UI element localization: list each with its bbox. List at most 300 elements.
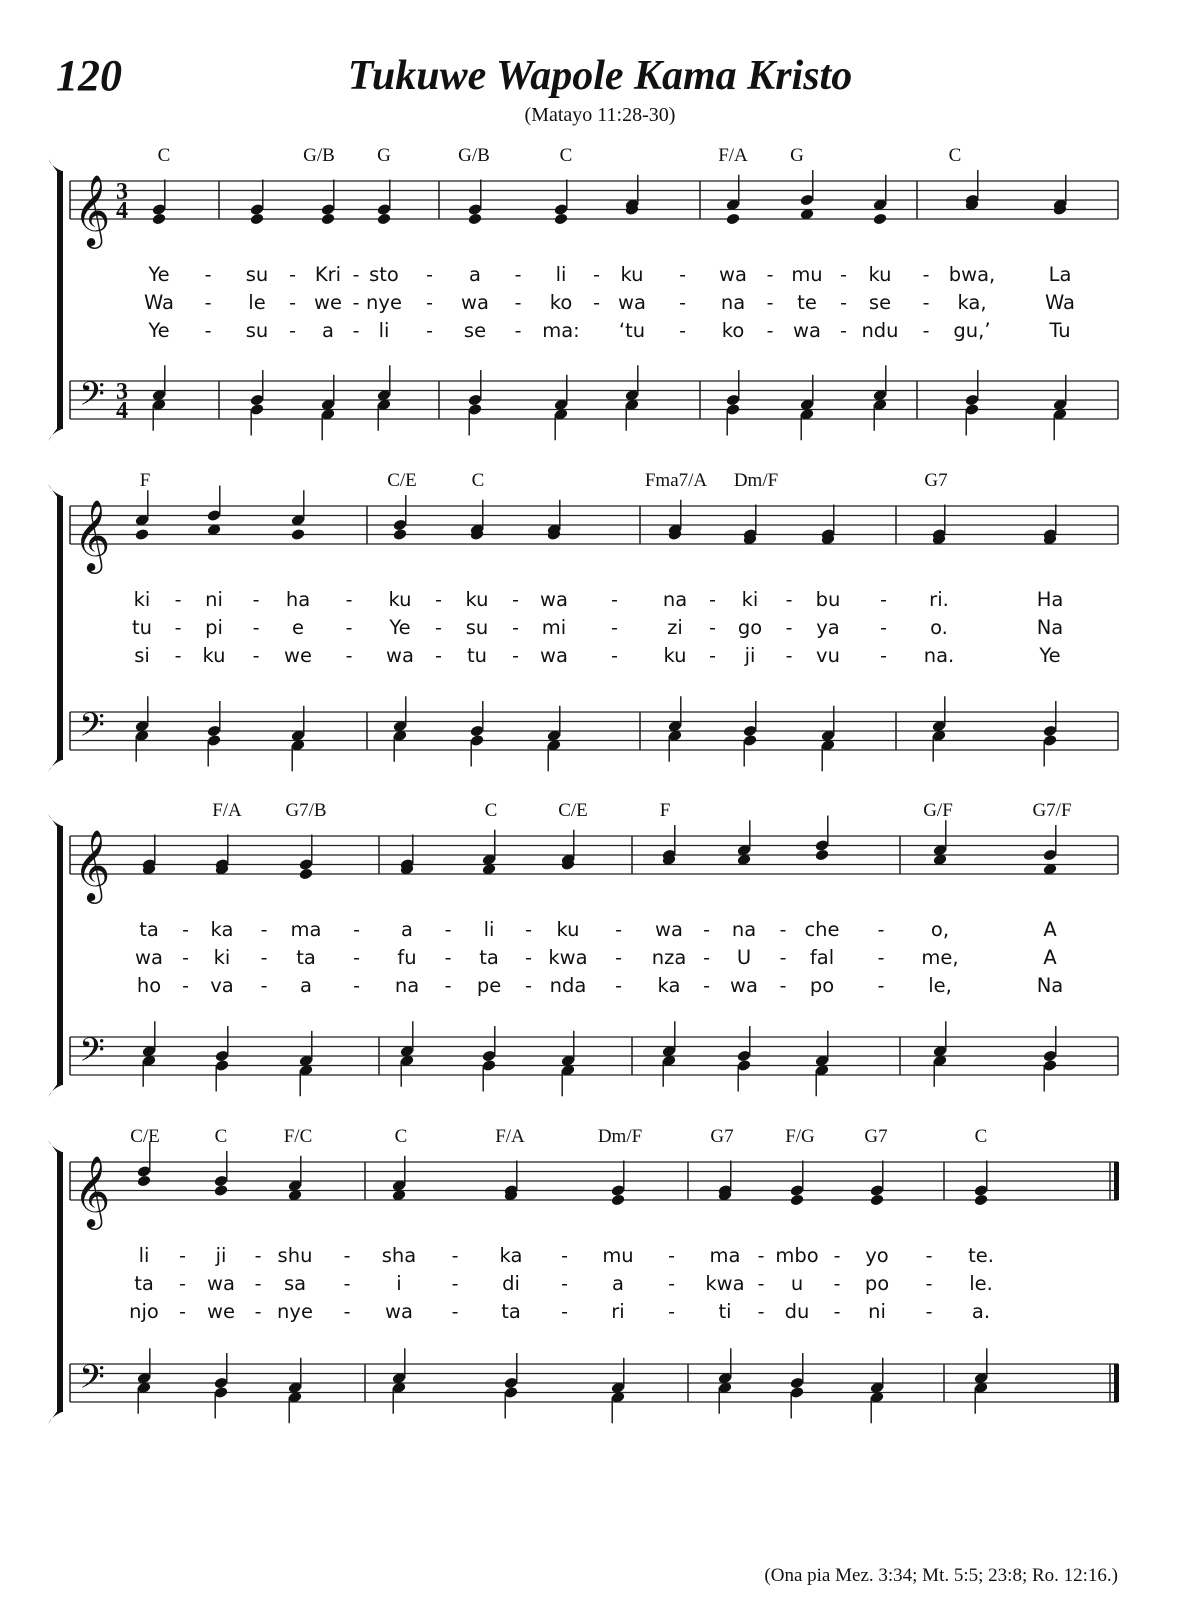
- lyric-syllable: Ye: [148, 319, 170, 342]
- chord-symbol: C: [394, 1126, 408, 1147]
- lyric-syllable: ni: [205, 588, 223, 611]
- system-3: [48, 800, 1118, 1097]
- lyric-syllable: li: [483, 918, 495, 941]
- treble-notehead: [974, 1194, 989, 1207]
- lyric-hyphen: -: [435, 589, 442, 611]
- lyric-hyphen: -: [289, 264, 296, 286]
- lyric-syllable: sto: [369, 263, 399, 286]
- system-bracket-bar: [57, 171, 63, 429]
- lyric-hyphen: -: [260, 947, 268, 969]
- chord-symbol: C/E: [558, 800, 588, 821]
- chord-symbol: C: [974, 1126, 988, 1147]
- chord-symbol: F: [659, 800, 671, 821]
- lyric-syllable: a: [322, 319, 334, 342]
- lyric-syllable: ku: [556, 918, 580, 941]
- hymn-number: 120: [56, 51, 122, 100]
- treble-notehead: [790, 1194, 805, 1207]
- chord-symbol: G7: [710, 1126, 734, 1147]
- chord-symbol: C: [948, 145, 962, 166]
- lyric-syllable: ki: [213, 946, 231, 969]
- footnote-references: (Ona pia Mez. 3:34; Mt. 5:5; 23:8; Ro. 12:16.): [764, 1565, 1118, 1586]
- lyric-hyphen: -: [343, 1245, 351, 1267]
- lyric-syllable: ha: [285, 588, 311, 611]
- lyric-syllable: Kri: [314, 263, 342, 286]
- lyric-hyphen: -: [709, 589, 716, 611]
- lyric-syllable: su: [465, 616, 489, 639]
- lyric-hyphen: -: [877, 975, 885, 997]
- lyric-syllable: pe: [476, 974, 502, 997]
- lyric-hyphen: -: [204, 264, 212, 286]
- bass-staff: [70, 376, 1118, 425]
- lyric-syllable: a: [612, 1272, 624, 1295]
- lyric-syllable: le: [248, 291, 266, 314]
- lyric-hyphen: -: [833, 1301, 841, 1323]
- lyric-hyphen: -: [593, 264, 600, 286]
- treble-notehead: [393, 528, 408, 541]
- lyric-syllable: wa: [540, 644, 568, 667]
- lyric-hyphen: -: [345, 645, 353, 667]
- lyric-hyphen: -: [679, 320, 686, 342]
- lyric-syllable: po: [809, 974, 835, 997]
- hymn-title: Tukuwe Wapole Kama Kristo: [347, 53, 853, 99]
- chord-symbol: C/E: [130, 1126, 160, 1147]
- lyric-syllable: te.: [968, 1244, 994, 1267]
- lyric-syllable: nza: [651, 946, 687, 969]
- chord-symbol: F: [139, 470, 151, 491]
- lyric-syllable: fal: [809, 946, 835, 969]
- lyric-hyphen: -: [512, 645, 519, 667]
- lyric-hyphen: -: [254, 1301, 262, 1323]
- lyric-syllable: le,: [928, 974, 952, 997]
- lyric-syllable: ri: [611, 1300, 625, 1323]
- lyric-hyphen: -: [757, 1273, 765, 1295]
- lyric-syllable: ta: [139, 918, 159, 941]
- lyric-hyphen: -: [561, 1245, 568, 1267]
- lyric-syllable: ndu: [861, 319, 899, 342]
- lyric-syllable: na: [720, 291, 746, 314]
- lyric-syllable: wa: [540, 588, 568, 611]
- lyric-syllable: we: [284, 644, 312, 667]
- lyric-hyphen: -: [668, 1273, 675, 1295]
- bass-clef: 𝄢: [79, 1031, 105, 1078]
- chord-symbol: F/C: [283, 1126, 313, 1147]
- chord-symbol: F/A: [718, 145, 748, 166]
- lyric-hyphen: -: [779, 919, 787, 941]
- lyric-syllable: wa: [793, 319, 821, 342]
- lyric-syllable: a.: [971, 1300, 991, 1323]
- lyric-syllable: mu: [602, 1244, 634, 1267]
- lyric-hyphen: -: [880, 645, 887, 667]
- lyric-hyphen: -: [174, 589, 182, 611]
- lyric-hyphen: -: [561, 1301, 568, 1323]
- treble-notehead: [815, 849, 830, 862]
- bass-clef: 𝄢: [79, 706, 105, 753]
- lyric-hyphen: -: [252, 617, 260, 639]
- lyric-hyphen: -: [179, 1273, 186, 1295]
- treble-notehead: [135, 528, 150, 541]
- lyric-syllable: ku: [663, 644, 687, 667]
- lyric-syllable: wa: [730, 974, 758, 997]
- lyric-syllable: Wa: [1045, 291, 1075, 314]
- lyric-hyphen: -: [435, 645, 442, 667]
- lyric-hyphen: -: [345, 617, 353, 639]
- lyric-syllable: Na: [1036, 974, 1064, 997]
- lyric-hyphen: -: [679, 292, 686, 314]
- time-signature-top: 3: [116, 179, 128, 205]
- lyric-hyphen: -: [451, 1245, 459, 1267]
- lyric-hyphen: -: [451, 1301, 459, 1323]
- lyric-syllable: na: [731, 918, 757, 941]
- lyric-hyphen: -: [615, 919, 622, 941]
- treble-notehead: [873, 213, 888, 226]
- treble-notehead: [468, 213, 483, 226]
- lyric-syllable: Ye: [1039, 644, 1061, 667]
- lyric-hyphen: -: [833, 1245, 841, 1267]
- treble-clef: 𝄞: [73, 1154, 111, 1227]
- chord-symbol: C: [214, 1126, 228, 1147]
- lyric-syllable: me,: [921, 946, 959, 969]
- lyric-hyphen: -: [779, 975, 787, 997]
- lyric-hyphen: -: [426, 320, 433, 342]
- lyric-hyphen: -: [174, 645, 182, 667]
- lyric-syllable: su: [245, 319, 269, 342]
- lyric-syllable: ku: [388, 588, 412, 611]
- lyric-hyphen: -: [785, 617, 793, 639]
- treble-notehead: [214, 1184, 229, 1197]
- time-signature-top: 3: [116, 379, 128, 405]
- treble-notehead: [299, 868, 314, 881]
- lyric-hyphen: -: [925, 1273, 933, 1295]
- lyric-syllable: we: [314, 291, 342, 314]
- chord-symbol: G7: [864, 1126, 888, 1147]
- lyric-hyphen: -: [611, 645, 618, 667]
- treble-notehead: [250, 213, 265, 226]
- treble-notehead: [377, 213, 392, 226]
- lyric-hyphen: -: [260, 975, 268, 997]
- lyric-hyphen: -: [174, 617, 182, 639]
- lyric-hyphen: -: [766, 264, 774, 286]
- lyric-syllable: se: [868, 291, 892, 314]
- lyric-syllable: ka: [657, 974, 681, 997]
- lyric-syllable: mu: [791, 263, 823, 286]
- lyric-hyphen: -: [252, 645, 260, 667]
- lyric-hyphen: -: [840, 292, 847, 314]
- treble-notehead: [611, 1194, 626, 1207]
- lyric-hyphen: -: [593, 292, 600, 314]
- lyric-syllable: ri.: [929, 588, 949, 611]
- lyric-syllable: nye: [277, 1300, 313, 1323]
- lyric-syllable: a: [401, 918, 413, 941]
- lyric-syllable: ni: [868, 1300, 886, 1323]
- lyric-hyphen: -: [525, 975, 532, 997]
- lyric-hyphen: -: [525, 947, 532, 969]
- lyric-syllable: su: [245, 263, 269, 286]
- lyric-hyphen: -: [922, 292, 930, 314]
- lyric-syllable: va: [210, 974, 234, 997]
- lyric-syllable: A: [1043, 918, 1057, 941]
- lyric-hyphen: -: [925, 1245, 933, 1267]
- lyric-syllable: ko: [549, 291, 573, 314]
- lyric-hyphen: -: [353, 975, 360, 997]
- lyric-syllable: ki: [133, 588, 151, 611]
- chord-symbol: G7/B: [285, 800, 327, 821]
- lyric-syllable: ko: [721, 319, 745, 342]
- lyric-hyphen: -: [880, 589, 887, 611]
- system-1: [48, 145, 1118, 441]
- lyric-hyphen: -: [779, 947, 787, 969]
- lyric-hyphen: -: [833, 1273, 841, 1295]
- lyric-syllable: Na: [1036, 616, 1064, 639]
- treble-notehead: [137, 1175, 152, 1188]
- lyric-syllable: wa: [655, 918, 683, 941]
- treble-notehead: [321, 213, 336, 226]
- lyric-syllable: U: [736, 946, 752, 969]
- lyric-syllable: wa: [719, 263, 747, 286]
- lyric-syllable: ki: [741, 588, 759, 611]
- time-signature-bottom: 4: [116, 198, 128, 224]
- lyric-syllable: Ha: [1036, 588, 1064, 611]
- treble-notehead: [291, 528, 306, 541]
- chord-symbol: G7: [924, 470, 948, 491]
- lyric-syllable: Ye: [389, 616, 411, 639]
- system-4: [48, 1126, 1119, 1424]
- lyric-syllable: na: [662, 588, 688, 611]
- bass-clef: 𝄢: [79, 375, 105, 422]
- lyric-syllable: gu,’: [953, 319, 991, 342]
- final-barline-thick: [1114, 1364, 1119, 1402]
- chord-symbol: G/B: [458, 145, 490, 166]
- chord-symbol: C: [484, 800, 498, 821]
- lyric-hyphen: -: [615, 975, 622, 997]
- lyric-syllable: tu: [131, 616, 153, 639]
- lyric-syllable: njo: [129, 1300, 159, 1323]
- lyric-hyphen: -: [668, 1245, 675, 1267]
- lyric-hyphen: -: [179, 1245, 186, 1267]
- lyric-syllable: mi: [541, 616, 567, 639]
- lyric-hyphen: -: [840, 320, 847, 342]
- lyric-hyphen: -: [451, 1273, 459, 1295]
- lyric-hyphen: -: [880, 617, 887, 639]
- lyric-syllable: ta: [501, 1300, 521, 1323]
- lyric-hyphen: -: [352, 292, 360, 314]
- treble-notehead: [870, 1194, 885, 1207]
- lyric-hyphen: -: [840, 264, 847, 286]
- lyric-syllable: di: [502, 1272, 520, 1295]
- treble-clef: 𝄞: [73, 498, 111, 571]
- system-bracket-bar: [57, 496, 63, 760]
- lyric-syllable: na: [394, 974, 420, 997]
- lyric-syllable: wa: [461, 291, 489, 314]
- lyric-syllable: mbo: [775, 1244, 819, 1267]
- chord-symbol: C: [559, 145, 573, 166]
- lyric-syllable: ma: [290, 918, 322, 941]
- lyric-hyphen: -: [204, 292, 212, 314]
- chord-symbol: G/B: [303, 145, 335, 166]
- lyric-syllable: Tu: [1049, 319, 1071, 342]
- lyric-syllable: we: [207, 1300, 235, 1323]
- lyric-hyphen: -: [785, 645, 793, 667]
- lyric-syllable: ta: [134, 1272, 154, 1295]
- lyric-syllable: sa: [283, 1272, 307, 1295]
- lyric-hyphen: -: [435, 617, 442, 639]
- lyric-hyphen: -: [561, 1273, 568, 1295]
- lyric-syllable: u: [790, 1272, 804, 1295]
- lyric-hyphen: -: [353, 919, 360, 941]
- time-signature-bottom: 4: [116, 398, 128, 424]
- system-bracket-bar: [57, 1152, 63, 1412]
- lyric-syllable: vu: [816, 644, 840, 667]
- lyric-hyphen: -: [514, 320, 522, 342]
- lyric-hyphen: -: [260, 919, 268, 941]
- lyric-syllable: du: [784, 1300, 810, 1323]
- lyric-syllable: yo: [865, 1244, 889, 1267]
- lyric-hyphen: -: [922, 264, 930, 286]
- chord-symbol: G: [790, 145, 804, 166]
- treble-notehead: [152, 213, 167, 226]
- lyric-syllable: ku: [620, 263, 644, 286]
- lyric-syllable: Ye: [148, 263, 170, 286]
- lyric-hyphen: -: [444, 947, 452, 969]
- lyric-syllable: bwa,: [948, 263, 996, 286]
- lyric-syllable: ka: [210, 918, 234, 941]
- lyric-hyphen: -: [512, 617, 519, 639]
- treble-staff: [70, 498, 1118, 574]
- lyric-syllable: tu: [466, 644, 488, 667]
- chord-symbol: F/G: [785, 1126, 815, 1147]
- lyric-syllable: wa: [618, 291, 646, 314]
- lyric-syllable: fu: [397, 946, 417, 969]
- lyric-hyphen: -: [611, 589, 618, 611]
- lyric-syllable: che: [804, 918, 840, 941]
- lyric-syllable: sha: [381, 1244, 417, 1267]
- treble-notehead: [554, 213, 569, 226]
- lyric-syllable: se: [463, 319, 487, 342]
- treble-clef: 𝄞: [73, 828, 111, 901]
- bass-clef: 𝄢: [79, 1358, 105, 1405]
- lyric-syllable: shu: [277, 1244, 313, 1267]
- lyric-syllable: a: [300, 974, 312, 997]
- lyric-syllable: ka,: [957, 291, 987, 314]
- system-bracket-bar: [57, 826, 63, 1085]
- lyric-hyphen: -: [343, 1301, 351, 1323]
- lyric-hyphen: -: [254, 1245, 262, 1267]
- lyric-syllable: e: [292, 616, 304, 639]
- lyric-hyphen: -: [204, 320, 212, 342]
- lyric-syllable: ta: [479, 946, 499, 969]
- lyric-syllable: ma: [709, 1244, 741, 1267]
- lyric-hyphen: -: [703, 947, 710, 969]
- lyric-hyphen: -: [611, 617, 618, 639]
- lyric-hyphen: -: [426, 264, 433, 286]
- system-2: [48, 470, 1118, 772]
- lyric-hyphen: -: [179, 1301, 186, 1323]
- lyric-hyphen: -: [925, 1301, 933, 1323]
- lyric-hyphen: -: [709, 617, 716, 639]
- lyric-hyphen: -: [289, 292, 296, 314]
- chord-symbol: F/A: [212, 800, 242, 821]
- lyric-hyphen: -: [757, 1301, 765, 1323]
- scripture-reference: (Matayo 11:28-30): [524, 104, 676, 126]
- lyric-syllable: ka: [499, 1244, 523, 1267]
- lyric-syllable: wa: [386, 644, 414, 667]
- lyric-hyphen: -: [703, 975, 710, 997]
- lyric-syllable: o.: [930, 616, 948, 639]
- lyric-syllable: ku: [868, 263, 892, 286]
- lyric-syllable: li: [378, 319, 390, 342]
- treble-staff: [70, 173, 1118, 249]
- lyric-hyphen: -: [514, 264, 522, 286]
- lyric-hyphen: -: [426, 292, 433, 314]
- lyric-syllable: po: [864, 1272, 890, 1295]
- lyric-syllable: wa: [385, 1300, 413, 1323]
- lyric-syllable: Wa: [144, 291, 174, 314]
- lyric-hyphen: -: [289, 320, 296, 342]
- lyric-syllable: kwa: [548, 946, 588, 969]
- lyric-hyphen: -: [444, 975, 452, 997]
- lyric-hyphen: -: [785, 589, 793, 611]
- lyric-syllable: ta: [296, 946, 316, 969]
- lyric-syllable: ti: [718, 1300, 732, 1323]
- lyric-syllable: La: [1048, 263, 1072, 286]
- lyric-hyphen: -: [352, 320, 360, 342]
- lyric-syllable: nda: [549, 974, 587, 997]
- lyric-hyphen: -: [254, 1273, 262, 1295]
- lyric-syllable: ji: [744, 644, 756, 667]
- lyric-hyphen: -: [182, 975, 189, 997]
- lyric-hyphen: -: [352, 264, 360, 286]
- lyric-syllable: ‘tu: [618, 319, 646, 342]
- lyric-syllable: kwa: [705, 1272, 745, 1295]
- lyric-syllable: o,: [930, 918, 950, 941]
- chord-symbol: G: [377, 145, 391, 166]
- lyric-hyphen: -: [679, 264, 686, 286]
- lyric-syllable: wa: [207, 1272, 235, 1295]
- lyric-hyphen: -: [345, 589, 353, 611]
- lyric-syllable: A: [1043, 946, 1057, 969]
- lyric-syllable: si: [134, 644, 150, 667]
- lyric-hyphen: -: [922, 320, 930, 342]
- treble-clef: 𝄞: [73, 173, 111, 246]
- lyric-syllable: zi: [667, 616, 683, 639]
- lyric-hyphen: -: [514, 292, 522, 314]
- lyric-syllable: li: [555, 263, 567, 286]
- lyric-syllable: na.: [923, 644, 955, 667]
- lyric-syllable: ku: [202, 644, 226, 667]
- final-barline-thick: [1114, 1162, 1119, 1200]
- lyric-syllable: bu: [815, 588, 841, 611]
- chord-symbol: F/A: [495, 1126, 525, 1147]
- lyric-syllable: te: [797, 291, 817, 314]
- lyric-hyphen: -: [252, 589, 260, 611]
- lyric-syllable: li: [138, 1244, 150, 1267]
- chord-symbol: Dm/F: [733, 470, 779, 491]
- chord-symbol: G7/F: [1032, 800, 1072, 821]
- lyric-hyphen: -: [444, 919, 452, 941]
- lyric-hyphen: -: [353, 947, 360, 969]
- chord-symbol: C: [471, 470, 485, 491]
- lyric-syllable: i: [396, 1272, 402, 1295]
- lyric-syllable: nye: [366, 291, 402, 314]
- lyric-hyphen: -: [703, 919, 710, 941]
- chord-symbol: Fma7/A: [644, 470, 708, 491]
- chord-symbol: C/E: [387, 470, 417, 491]
- lyric-hyphen: -: [182, 919, 189, 941]
- lyric-syllable: ho: [136, 974, 162, 997]
- chord-symbol: C: [157, 145, 171, 166]
- lyric-syllable: a: [469, 263, 481, 286]
- lyric-hyphen: -: [512, 589, 519, 611]
- chord-symbol: G/F: [923, 800, 953, 821]
